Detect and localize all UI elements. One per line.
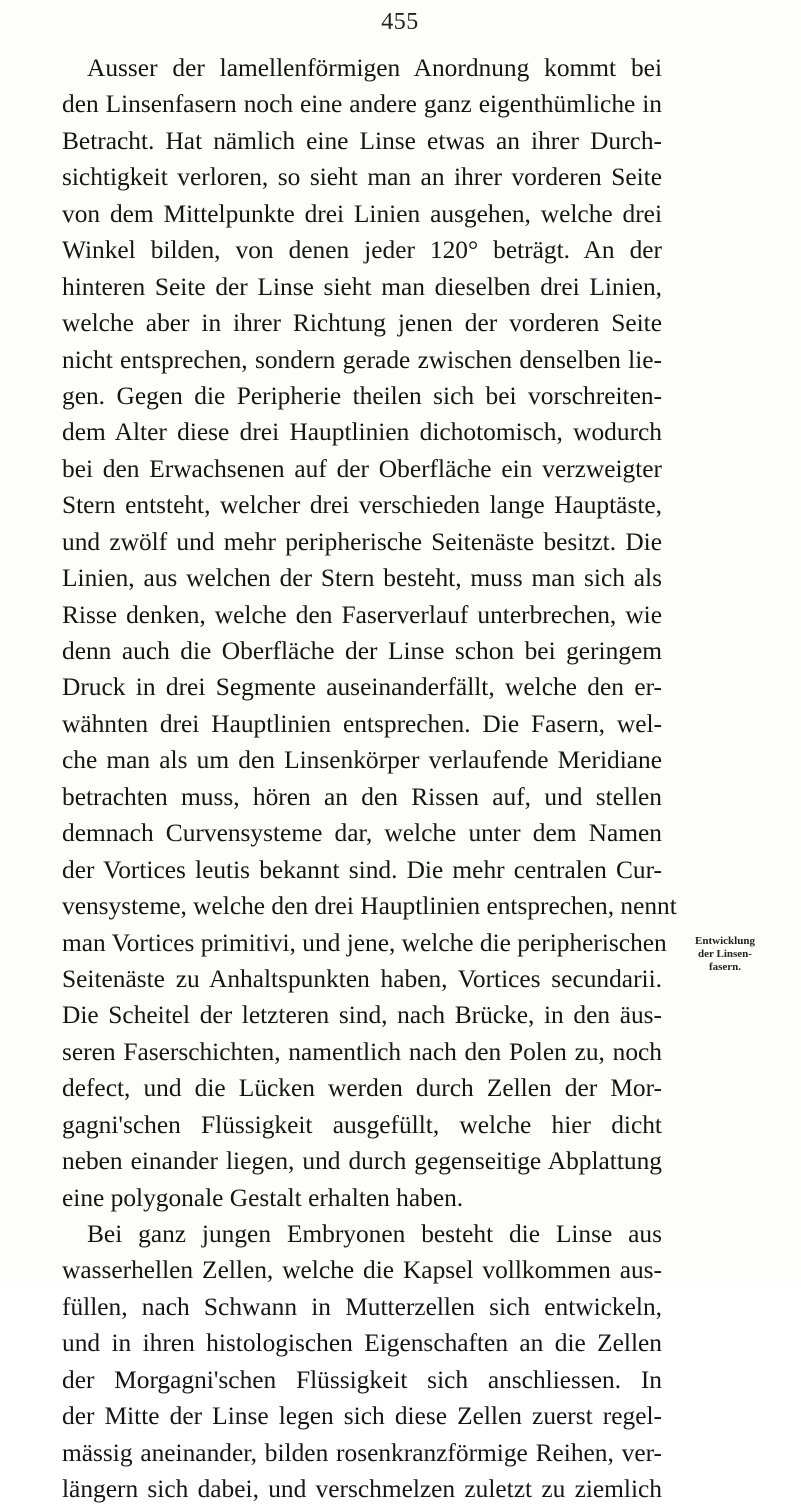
text-line: füllen, nach Schwann in Mutterzellen sich entwickeln, (62, 1292, 662, 1321)
text-line: gen. Gegen die Peripherie theilen sich bei vorschreiten- (62, 381, 662, 410)
text-line: Betracht. Hat nämlich eine Linse etwas an ihrer Durch- (62, 126, 662, 155)
text-line: seren Faserschichten, namentlich nach den Polen zu, noch (62, 1037, 662, 1066)
text-line: der Vortices leutis bekannt sind. Die mehr centralen Cur- (62, 855, 662, 884)
text-line: hinteren Seite der Linse sieht man dieselben drei Linien, (62, 272, 662, 301)
text-line: neben einander liegen, und durch gegenseitige Abplattung (62, 1147, 662, 1176)
text-line: nicht entsprechen, sondern gerade zwischen denselben lie- (62, 345, 662, 374)
margin-note-line: Entwicklung (695, 935, 755, 947)
text-line: und zwölf und mehr peripherische Seitenäste besitzt. Die (62, 527, 662, 556)
text-line: der Morgagni'schen Flüssigkeit sich anschliessen. In (62, 1365, 662, 1394)
text-line: der Mitte der Linse legen sich diese Zellen zuerst regel- (62, 1402, 662, 1431)
margin-note (670, 935, 780, 974)
text-line: sichtigkeit verloren, so sieht man an ihrer vorderen Seite (62, 163, 662, 192)
body-text (62, 50, 677, 1508)
text-line: Bei ganz jungen Embryonen besteht die Linse aus (87, 1220, 662, 1248)
text-line: welche aber in ihrer Richtung jenen der vorderen Seite (62, 309, 662, 338)
margin-note-line: der Linsen- (698, 948, 752, 960)
text-line: längern sich dabei, und verschmelzen zuletzt zu ziemlich (62, 1475, 662, 1504)
text-line: wasserhellen Zellen, welche die Kapsel vollkommen aus- (62, 1256, 662, 1285)
text-line: bei den Erwachsenen auf der Oberfläche ein verzweigter (62, 454, 662, 483)
text-line: Ausser der lamellenförmigen Anordnung kommt bei (87, 54, 662, 82)
page-number: 455 (381, 9, 419, 35)
text-line: den Linsenfasern noch eine andere ganz eigenthümliche in (62, 90, 662, 119)
text-line: denn auch die Oberfläche der Linse schon bei geringem (62, 637, 662, 665)
text-line: Linien, aus welchen der Stern besteht, muss man sich als (62, 564, 662, 593)
text-line: gagni'schen Flüssigkeit ausgefüllt, welche hier dicht (62, 1110, 662, 1139)
text-line: Die Scheitel der letzteren sind, nach Brücke, in den äus- (62, 1001, 662, 1030)
text-line: eine polygonale Gestalt erhalten haben. (62, 1183, 464, 1212)
text-line: und in ihren histologischen Eigenschaften an die Zellen (62, 1329, 662, 1358)
text-line: Druck in drei Segmente auseinanderfällt, welche den er- (62, 673, 662, 702)
text-line: demnach Curvensysteme dar, welche unter dem Namen (62, 819, 662, 848)
text-line: Stern entsteht, welcher drei verschieden lange Hauptäste, (62, 491, 662, 520)
text-line: Winkel bilden, von denen jeder 120° beträgt. An der (62, 236, 662, 265)
text-line: mässig aneinander, bilden rosenkranzförmige Reihen, ver- (62, 1438, 662, 1467)
text-line: defect, und die Lücken werden durch Zellen der Mor- (62, 1074, 662, 1103)
text-line: betrachten muss, hören an den Rissen auf, und stellen (62, 782, 662, 811)
text-line: von dem Mittelpunkte drei Linien ausgehen, welche drei (62, 199, 662, 228)
text-line: che man als um den Linsenkörper verlaufende Meridiane (62, 746, 662, 775)
text-line: vensysteme, welche den drei Hauptlinien entsprechen, nennt (62, 892, 677, 921)
text-line: Risse denken, welche den Faserverlauf unterbrechen, wie (62, 600, 662, 629)
text-line: Seitenäste zu Anhaltspunkten haben, Vortices secundarii. (62, 964, 662, 993)
text-line: man Vortices primitivi, und jene, welche die peripherischen (62, 928, 667, 957)
text-line: wähnten drei Hauptlinien entsprechen. Die Fasern, wel- (62, 709, 662, 738)
text-line: dem Alter diese drei Hauptlinien dichotomisch, wodurch (62, 418, 662, 447)
margin-note-line: fasern. (708, 961, 742, 973)
